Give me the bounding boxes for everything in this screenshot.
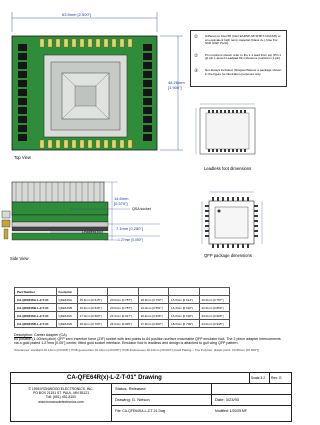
header-col-e: [199, 288, 230, 296]
cell: 18.0mm [0.709"]: [77, 320, 107, 328]
cell: 22.0mm [0.866"]: [199, 304, 230, 312]
table-row: [15, 296, 230, 304]
tolerances-note: Tolerances: standard ±0.13mm [±0.005"]; PCB geometries ±0.13mm [±0.005"]; PCB thicknesses ±0.10mm [±0.004"] (Gold Plating – The Polymer, plastic parts: ±0.05mm [±0.002"]): [14, 348, 260, 352]
description-heading-value: Carrier Adapter (CA): [33, 333, 67, 337]
side-height-dimension-mm: 14.6mm: [114, 196, 129, 201]
leadless-foot-label: Leadless foot: [82, 230, 104, 234]
header-part-number: Part Number: [15, 288, 57, 296]
cell: 23.0mm [0.906"]: [199, 312, 230, 320]
note-2-glyph: ②: [194, 52, 199, 58]
description-body: 64 position (1.00mm pitch) QFP zero insertion force (ZIF) socket with test points to 64 position surface mountable QFP emulator foot. The 2 piece adapter interconnects via a gold plated 1.27mm [0.05"] center, fitted gold socket interface. Emulator foot is leadless and design is attached to gull wing QFP pattern.: [14, 337, 281, 345]
side-spacing-dimension: 7.1mm [0.280"]: [116, 226, 143, 231]
cell: 24.0mm [0.945"]: [108, 320, 138, 328]
company-line-3: Toll: (651) 452-8100: [45, 395, 77, 400]
right-height-dimension: 48.26mm [1.900"]: [168, 80, 185, 90]
scale: Scale:3:2: [251, 376, 266, 380]
cell: 18.6mm [0.733"]: [138, 296, 168, 304]
date: Date: 3/23/93: [215, 397, 240, 402]
top-view-label: Top View: [14, 155, 31, 160]
drawing-title: CA-QFE64R(x)-L-Z-T-01" Drawing: [67, 375, 162, 381]
modified: Modified: 1/20/05 MF: [215, 409, 247, 413]
note-2-text: Pin numbers shown refer to the 1:1 lead from top (Pin 1 @ pin 1 area 0 Leadpad #1) reference positions (1 pin).: [205, 52, 282, 61]
description-heading: Description: [14, 333, 32, 337]
cell: QFE64SB: [56, 304, 77, 312]
cell: 24.0mm [0.945"]: [199, 320, 230, 328]
header-col-a: [77, 288, 107, 296]
side-small-dimension: 1.27mm [0.050"]: [118, 238, 143, 242]
cell: 20.0mm [0.787"]: [199, 296, 230, 304]
title-block: [10, 372, 292, 422]
qsa-socket-label: QSA socket: [132, 207, 151, 211]
header-col-b: [108, 288, 138, 296]
side-view-label: Side View: [10, 256, 29, 261]
cell: 16.4mm [0.646"]: [169, 304, 199, 312]
note-3-text: Not always included. Wrapper/Sleeve a package shown in the figure for illustration purposes only.: [205, 67, 282, 76]
company-line-4: www.ironwoodelectronics.com: [38, 399, 84, 404]
drawing-author: Drawing: G. Nelson: [115, 397, 150, 402]
company-line-2: PO BOX 21151 ST. PAUL, MN 55121: [32, 391, 90, 396]
company-info: [15, 387, 107, 404]
cell: 17.0mm [0.669"]: [77, 312, 107, 320]
cell: QFE64SD: [56, 320, 77, 328]
company-line-1: © 1995 IRONWOOD ELECTRONICS, INC.: [28, 387, 94, 391]
cell: 20.0mm [0.787"]: [108, 296, 138, 304]
header-col-d: [169, 288, 199, 296]
description-block: Description: Carrier Adapter (CA) 64 position (1.00mm pitch) QFP zero insertion force (ZIF) socket with test points to 64 position surface mountable QFP emulator foot. The 2 piece adapter interconnects via a gold plated 1.27mm [0.05"] center, fitted gold socket interface. Emulator foot is leadless and design is attached to gull wing QFP pattern. Tolerances: standard ±0.13mm [±0.005"]; PCB geometries ±0.13mm [±0.005"]; PCB thicknesses ±0.10mm [±0.004"] (Gold Plating – The Polymer, plastic parts: ±0.05mm [±0.002"]): [14, 333, 286, 353]
cell: CA-QFE64SD-L-Z-T-01: [15, 320, 57, 328]
cell: CA-QFE64SA-L-Z-T-01: [15, 296, 57, 304]
leadless-foot-dimensions-label: Leadless foot dimensions: [204, 166, 252, 171]
table-row: [15, 312, 230, 320]
file-name: File: CA-QFE64SA-L-Z-T-01 Dwg: [115, 409, 166, 413]
cell: 15.6mm [0.614"]: [169, 296, 199, 304]
note-1: [194, 35, 283, 46]
qfp-package-dimensions-label: QFP package dimensions: [204, 253, 252, 258]
table-row: [15, 304, 230, 312]
header-col-c: [138, 288, 168, 296]
cell: 16.4mm [0.646"]: [138, 312, 168, 320]
cell: 16.0mm [0.630"]: [169, 312, 199, 320]
table-row: [15, 320, 230, 328]
status: Status: Released: [115, 386, 146, 391]
cell: 18.0mm [0.709"]: [169, 320, 199, 328]
side-height-dimension-in: [0.575"]: [114, 201, 128, 206]
note-3: [194, 69, 283, 76]
note-3-glyph: ③: [194, 67, 199, 73]
revision: Rev: G: [271, 376, 282, 380]
cell: QFE64SA: [56, 296, 77, 304]
cell: 15.6mm [0.615"]: [77, 296, 107, 304]
cell: 20.0mm [0.787"]: [108, 304, 138, 312]
note-2: [194, 54, 283, 61]
note-1-text: Adheres to Intel 68 (Intel EADSP-68 SHIFT-CRASH) or an equivalent high temp material (Class 2+) (Use For Shift UWF Parts).: [205, 34, 281, 46]
cell: CA-QFE64SC-L-Z-T-01: [15, 312, 57, 320]
cell: CA-QFE64SB-L-Z-T-01: [15, 304, 57, 312]
cell: QFE64SC: [56, 312, 77, 320]
cell: 17.6mm [0.693"]: [138, 320, 168, 328]
notes-box: [190, 30, 287, 87]
note-1-glyph: ①: [194, 34, 199, 39]
cell: 14.0mm [0.551"]: [138, 304, 168, 312]
part-number-table: [14, 287, 230, 328]
cell: 16.4mm [0.646"]: [77, 304, 107, 312]
header-footprint: Footprint: [56, 288, 77, 296]
top-width-dimension: 63.5mm [2.500"]: [62, 12, 92, 17]
table-header-row: [15, 288, 230, 296]
cell: 23.3mm [0.917"]: [108, 312, 138, 320]
